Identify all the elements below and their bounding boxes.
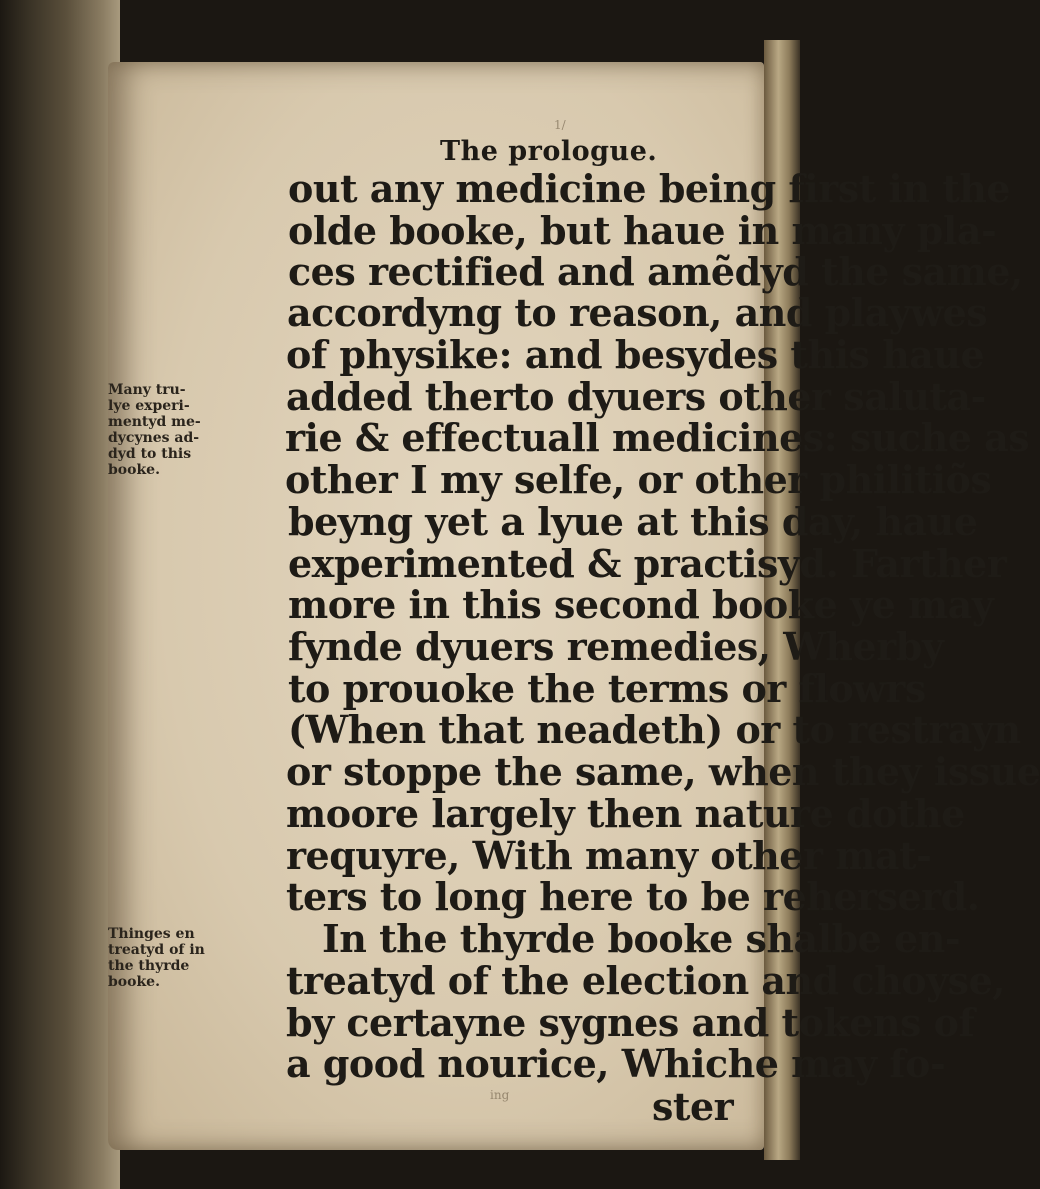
margin-note-third-book [108,926,278,990]
margin-note-line: booke. [108,974,160,990]
text-line: of physike: and besydes this haue [286,332,985,377]
text-line: to prouoke the terms or flowrs [288,666,926,711]
text-line: accordyng to reason, and playwes [287,290,988,335]
text-line: or stoppe the same, when they issue [286,749,1040,794]
book-binding [0,0,120,1189]
text-line: beyng yet a lyue at this day, haue [288,499,978,544]
margin-note-line: Thinges en [108,926,195,942]
text-line: (When that neadeth) or to restrayn [288,707,1021,752]
margin-note-line: lye experi- [108,398,190,414]
margin-note-line: dyd to this [108,446,192,462]
text-line: a good nourice, Whiche may fo- [286,1041,946,1086]
ink-scribble: 1/ [554,118,566,132]
text-line: by certayne sygnes and tokens of [286,1000,975,1045]
text-line: out any medicine being first in the [288,166,1011,211]
margin-note-medicines [108,382,278,478]
text-line: moore largely then nature dothe [286,791,965,836]
text-line: added therto dyuers other saluta- [286,374,986,419]
text-line: olde booke, but haue in many pla- [288,208,997,253]
text-line: treatyd of the election and choyse, [286,958,1005,1003]
catchword: ster [652,1084,734,1129]
text-line: experimented & practisyd. Farther [288,541,1007,586]
margin-note-line: dycynes ad- [108,430,200,446]
text-line: other I my selfe, or other philitiõs [285,457,992,502]
margin-note-line: treatyd of in [108,942,205,958]
text-line: requyre, With many other mat- [286,833,932,878]
margin-note-line: mentyd me- [108,414,201,430]
margin-note-line: booke. [108,462,160,478]
text-line: rie & effectuall medicines: suche as [285,415,1030,460]
text-line: ters to long here to be reherserd. [286,874,980,919]
text-line: In the thyrde booke shalbe en- [322,916,961,961]
ink-scribble: ing [490,1088,510,1102]
text-line: ces rectified and amẽdyd the same, [288,249,1023,294]
page-header: The prologue. [440,136,658,167]
margin-note-line: Many tru- [108,382,186,398]
text-line: more in this second booke ye may [288,582,994,627]
margin-note-line: the thyrde [108,958,190,974]
text-line: fynde dyuers remedies, Wherby [288,624,944,669]
